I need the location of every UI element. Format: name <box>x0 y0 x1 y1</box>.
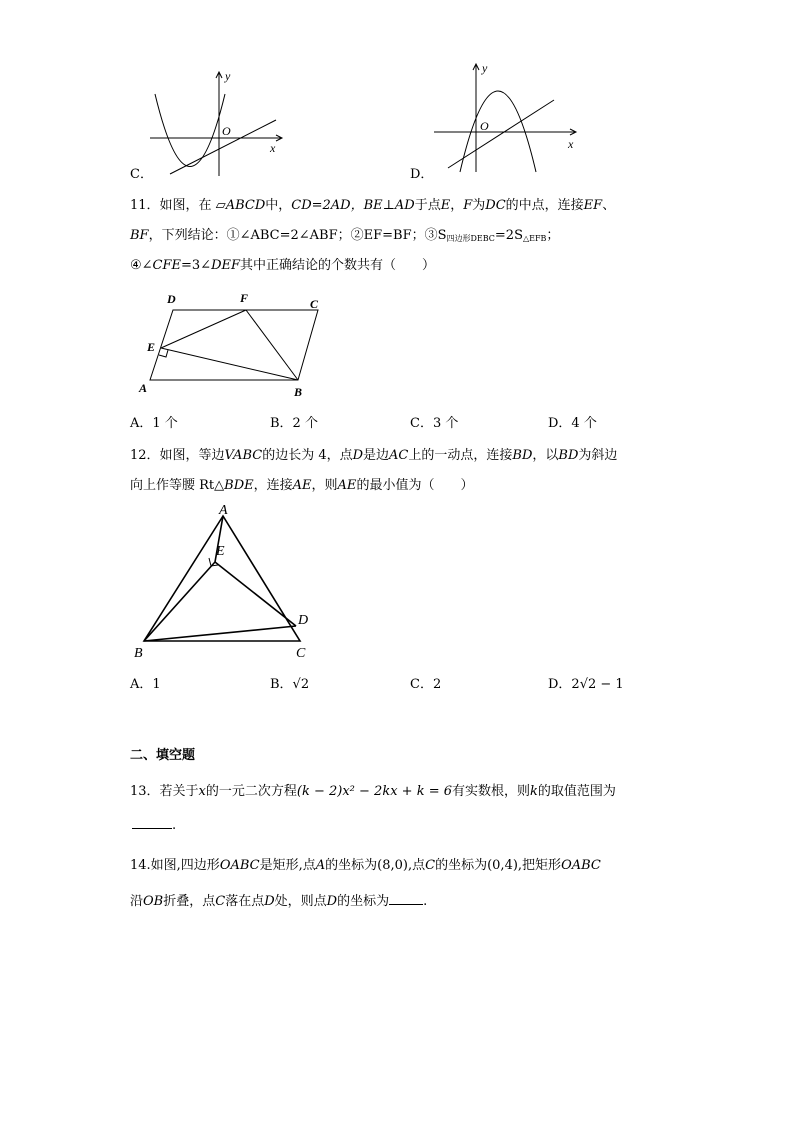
q12-line-1: 12．如图，等边VABC的边长为 4，点D是边AC上的一动点，连接BD，以BD为斜边 <box>130 448 618 463</box>
graph-d <box>410 60 590 180</box>
label-c: C <box>296 646 306 661</box>
line-graph <box>448 100 554 168</box>
equation: (k − 2)x² − 2kx + k = 6 <box>296 784 452 799</box>
q12-figure <box>130 500 330 665</box>
answer-blank <box>389 892 423 905</box>
q12-option-c: C．2 <box>410 677 442 692</box>
q11-line-3: ④∠CFE=3∠DEF其中正确结论的个数共有（ ） <box>130 258 436 273</box>
label-a: A <box>139 381 148 395</box>
coord-a: (8,0) <box>377 858 408 873</box>
q11-option-a: A．1 个 <box>130 416 178 431</box>
q12-option-a: A．1 <box>130 677 161 692</box>
label-e: E <box>216 544 225 559</box>
label-b: B <box>294 385 303 399</box>
segment-ed <box>215 562 296 626</box>
label-a: A <box>219 503 228 518</box>
q14-line-2: 沿OB折叠，点C落在点D处，则点D的坐标为 . <box>130 894 428 909</box>
q11-figure <box>130 288 340 403</box>
origin-label: O <box>480 119 489 133</box>
triangle-abc <box>144 516 300 641</box>
segment-be <box>144 562 215 641</box>
label-b: B <box>134 646 143 661</box>
axis-x-label: x <box>270 141 276 155</box>
q11-option-c: C．3 个 <box>410 416 459 431</box>
option-d-label: D． <box>410 167 434 182</box>
section-title: 二、填空题 <box>130 748 196 763</box>
parallelogram <box>150 310 318 380</box>
q11-option-b: B．2 个 <box>270 416 318 431</box>
label-e: E <box>147 340 156 354</box>
label-d: D <box>298 613 309 628</box>
label-d: D <box>167 292 176 306</box>
q12-option-b: B．√2 <box>270 677 310 692</box>
q14-line-1: 14.如图,四边形OABC是矩形,点A的坐标为(8,0),点C的坐标为(0,4),把矩形OABC <box>130 858 601 873</box>
coord-c: (0,4) <box>487 858 518 873</box>
q11-line-2: BF，下列结论：①∠ABC=2∠ABF；②EF=BF；$③S_{四边形DEBC}=2S_{\triangle EFB}$； <box>130 228 560 243</box>
parabola-curve <box>155 94 225 167</box>
option-c-label: C． <box>130 167 153 182</box>
q13-line-1: 13．若关于x的一元二次方程(k − 2)x² − 2kx + k = 6有实数根，则k的取值范围为 <box>130 784 616 799</box>
q11-option-d: D．4 个 <box>548 416 597 431</box>
segment-bd <box>144 626 296 641</box>
axis-y-label: y <box>225 69 231 83</box>
axis-y-label: y <box>482 61 488 75</box>
right-angle-mark <box>159 350 168 357</box>
q13-line-2: . <box>132 816 176 833</box>
origin-label: O <box>222 124 231 138</box>
q12-option-d: D．2√2 − 1 <box>548 677 624 692</box>
segment-ef <box>161 310 246 348</box>
answer-blank <box>132 816 172 829</box>
label-c: C <box>310 297 319 311</box>
q11-line-1: 11．如图，在 ▱ABCD中，CD=2AD，BE⊥AD于点E，F为DC的中点，连接EF、 <box>130 198 616 213</box>
q12-line-2: 向上作等腰 Rt△BDE，连接AE，则AE的最小值为（ ） <box>130 478 474 493</box>
axis-x-label: x <box>568 137 574 151</box>
label-f: F <box>240 291 249 305</box>
graph-c <box>130 64 300 184</box>
